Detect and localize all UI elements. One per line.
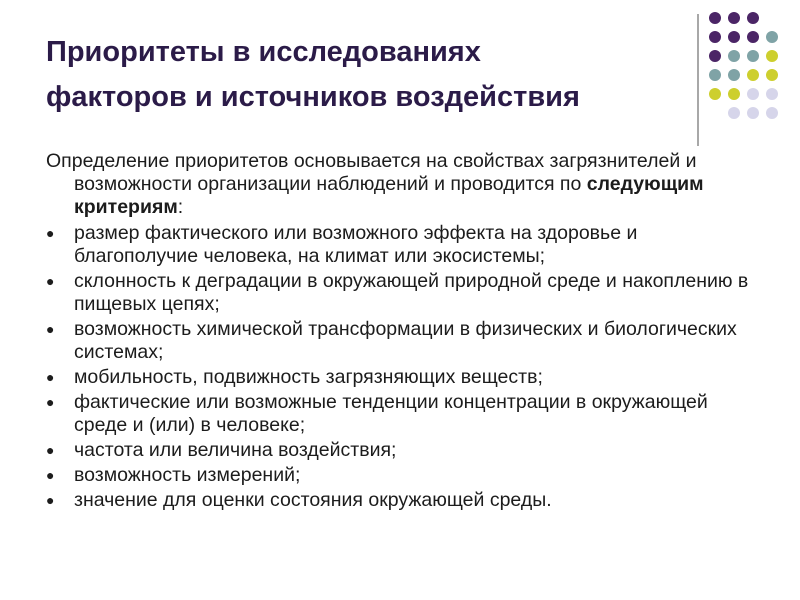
decorative-dot — [766, 50, 778, 62]
list-item-text: возможность химической трансформации в физических и биологических системах; — [74, 318, 737, 363]
list-item-text: фактические или возможные тенденции концентрации в окружающей среде и (или) в человеке; — [74, 391, 708, 436]
intro-bold-text: следующим критериям — [74, 173, 704, 218]
bullet-icon: ● — [46, 442, 55, 458]
list-item — [46, 464, 766, 487]
decorative-dot — [766, 31, 778, 43]
decorative-dot — [766, 88, 778, 100]
decorative-dot — [747, 31, 759, 43]
decorative-dot — [766, 69, 778, 81]
bullet-icon: ● — [46, 394, 55, 410]
decorative-dot — [747, 50, 759, 62]
list-item — [46, 391, 766, 437]
list-item — [46, 439, 766, 462]
list-item-text: возможность измерений; — [74, 464, 301, 486]
bullet-icon: ● — [46, 273, 55, 289]
decorative-dot — [728, 69, 740, 81]
decorative-dot — [709, 88, 721, 100]
decorative-dot — [766, 107, 778, 119]
bullet-icon: ● — [46, 225, 55, 241]
list-item — [46, 222, 766, 268]
list-item-text: размер фактического или возможного эффекта на здоровье и благополучие человека, на климат или экосистемы; — [74, 222, 638, 267]
decorative-dot — [747, 69, 759, 81]
slide-title — [46, 30, 666, 120]
intro-text: Определение приоритетов основывается на свойствах загрязнителей и возможности организации наблюдений и проводится по — [46, 150, 697, 195]
decorative-dot — [728, 12, 740, 24]
list-item-text: значение для оценки состояния окружающей среды. — [74, 489, 552, 511]
bullet-icon: ● — [46, 492, 55, 508]
intro-paragraph — [46, 150, 766, 219]
decorative-dot — [747, 88, 759, 100]
list-item — [46, 318, 766, 364]
decorative-dot — [709, 50, 721, 62]
list-item-text: мобильность, подвижность загрязняющих веществ; — [74, 366, 543, 388]
bullet-icon: ● — [46, 321, 55, 337]
intro-colon: : — [177, 196, 184, 218]
criteria-list — [46, 222, 766, 512]
bullet-icon: ● — [46, 467, 55, 483]
decorative-dot — [709, 12, 721, 24]
decorative-dot — [728, 50, 740, 62]
list-item-text: склонность к деградации в окружающей природной среде и накоплению в пищевых цепях; — [74, 270, 749, 315]
list-item-text: частота или величина воздействия; — [74, 439, 397, 461]
decorative-dot-grid — [709, 12, 799, 132]
decorative-dot — [728, 88, 740, 100]
bullet-icon: ● — [46, 369, 55, 385]
decorative-dot — [747, 107, 759, 119]
decorative-dot — [747, 12, 759, 24]
slide-body — [46, 150, 766, 514]
title-line-2: факторов и источников воздействия — [46, 81, 580, 113]
decorative-dot — [709, 69, 721, 81]
decorative-dot — [728, 31, 740, 43]
list-item — [46, 489, 766, 512]
title-line-1: Приоритеты в исследованиях — [46, 36, 481, 68]
list-item — [46, 270, 766, 316]
decorative-dot — [728, 107, 740, 119]
list-item — [46, 366, 766, 389]
decorative-dot — [709, 31, 721, 43]
vertical-divider — [697, 14, 699, 146]
